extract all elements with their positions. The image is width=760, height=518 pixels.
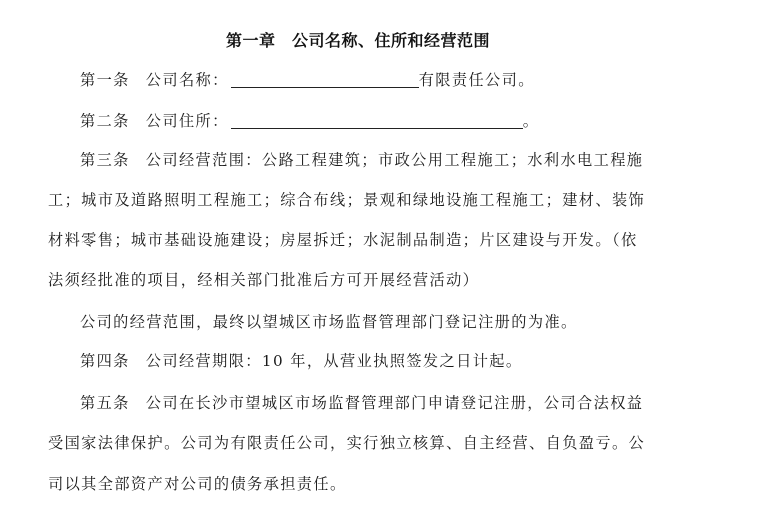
company-address-suffix: 。	[522, 112, 540, 130]
article-5-label: 第五条	[80, 394, 130, 412]
article-5-line-1	[80, 391, 700, 415]
article-3-line-1	[80, 148, 700, 172]
business-scope-note: 公司的经营范围，最终以望城区市场监督管理部门登记注册的为准。	[80, 313, 578, 331]
company-name-label: 公司名称：	[145, 71, 229, 89]
article-3-label: 第三条	[80, 151, 130, 169]
company-name-suffix: 有限责任公司。	[418, 71, 535, 89]
article-5-line-3: 司以其全部资产对公司的债务承担责任。	[48, 475, 347, 493]
article-3-line-4: 法须经批准的项目，经相关部门批准后方可开展经营活动）	[48, 271, 480, 289]
article-2	[80, 109, 700, 133]
article-5-line-2: 受国家法律保护。公司为有限责任公司，实行独立核算、自主经营、自负盈亏。公	[48, 434, 646, 452]
company-address-blank[interactable]	[231, 112, 523, 129]
article-1	[80, 68, 700, 92]
article-3-line-2: 工；城市及道路照明工程施工；综合布线；景观和绿地设施工程施工；建材、装饰	[48, 191, 646, 209]
business-scope-text: 公司经营范围：公路工程建筑；市政公用工程施工；水利水电工程施	[145, 151, 644, 169]
article-2-label: 第二条	[80, 112, 130, 130]
chapter-title: 第一章 公司名称、住所和经营范围	[225, 31, 490, 50]
article-4	[80, 349, 700, 373]
article-1-label: 第一条	[80, 71, 130, 89]
registration-text: 公司在长沙市望城区市场监督管理部门申请登记注册，公司合法权益	[145, 394, 644, 412]
article-3-line-3: 材料零售；城市基础设施建设；房屋拆迁；水泥制品制造；片区建设与开发。（依	[48, 231, 638, 249]
operating-term-text: 公司经营期限：10 年，从营业执照签发之日计起。	[145, 352, 523, 370]
company-name-blank[interactable]	[231, 71, 419, 88]
article-4-label: 第四条	[80, 352, 130, 370]
company-address-label: 公司住所：	[145, 112, 229, 130]
